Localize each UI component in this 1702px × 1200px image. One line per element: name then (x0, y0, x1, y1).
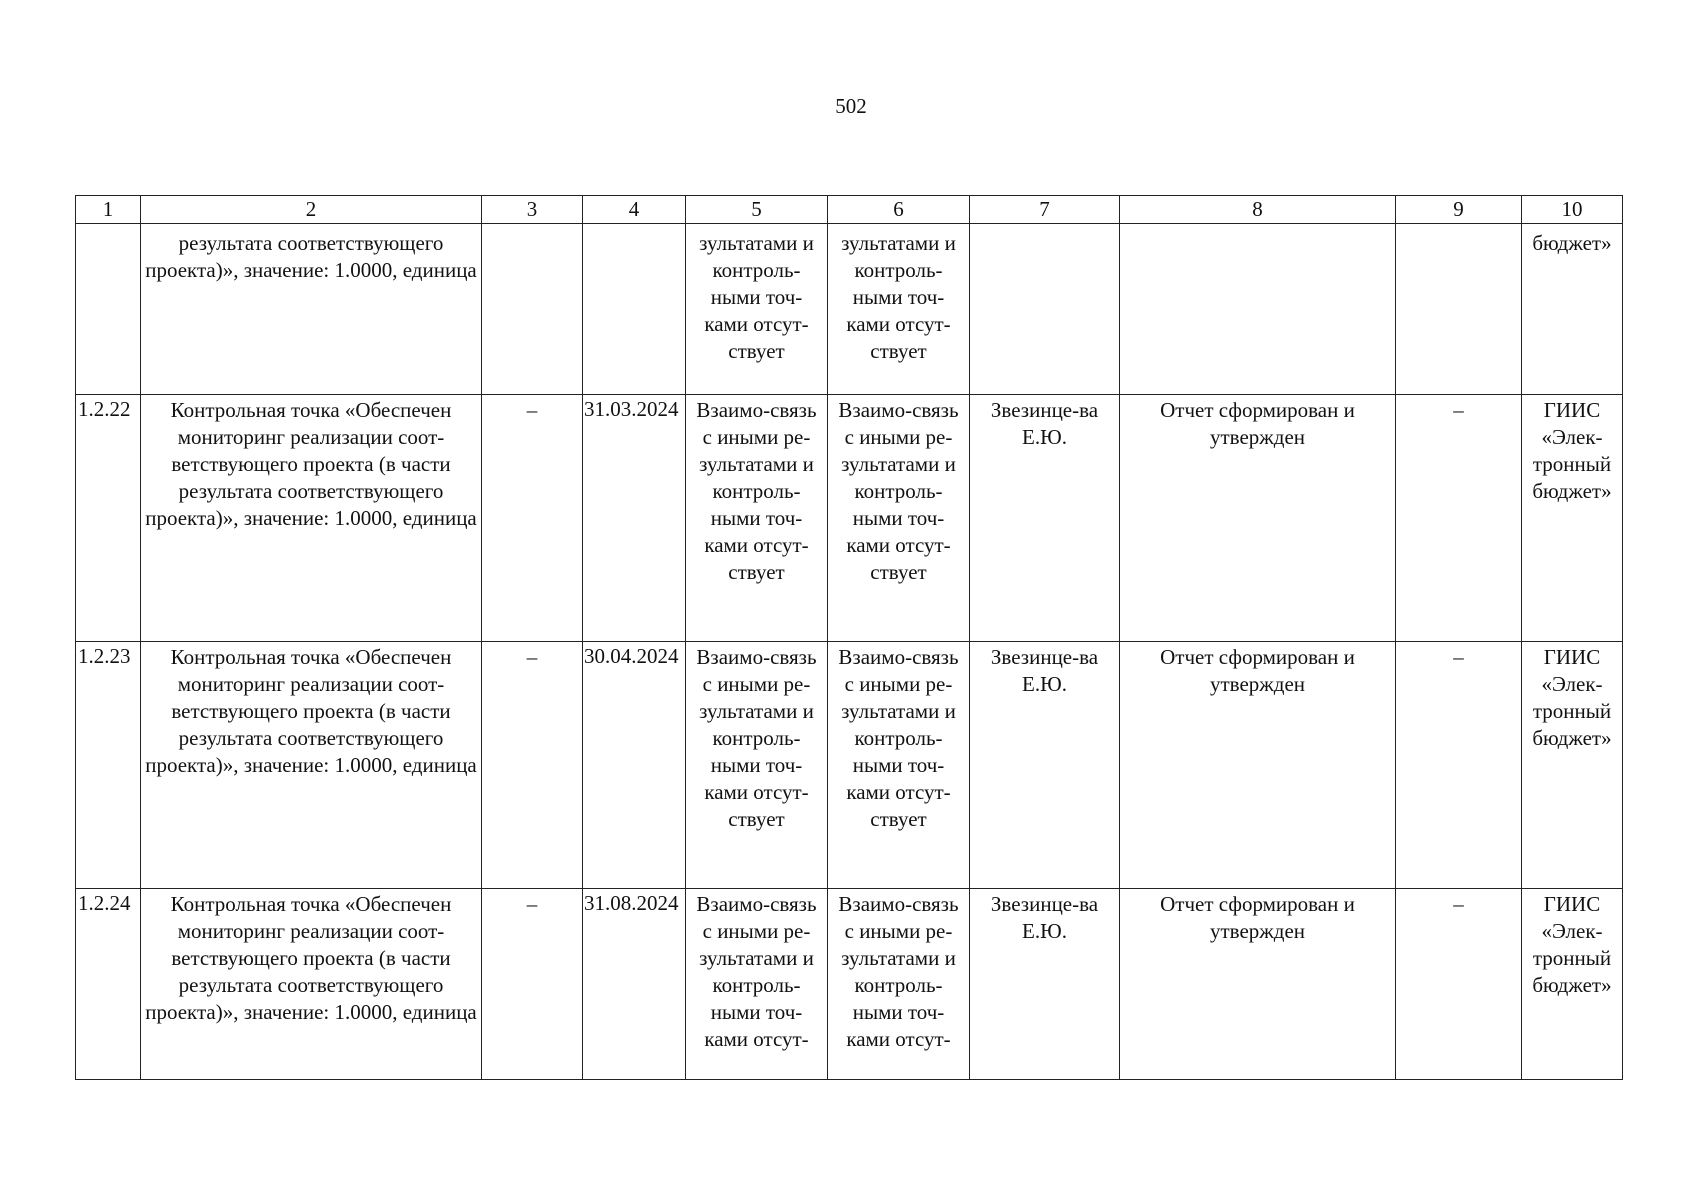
column-header-4: 4 (583, 196, 686, 224)
cell-col3: – (482, 889, 583, 1080)
cell-relation-6: зультатами и контроль-ными точ-ками отсут-ствует (828, 224, 970, 395)
cell-name: Контрольная точка «Обеспечен мониторинг реализации соот-ветствующего проекта (в части результата соответствующего проекта)», значение: 1.0000, единица (141, 395, 482, 642)
cell-responsible: Звезинце-ва Е.Ю. (970, 395, 1120, 642)
cell-col9: – (1396, 395, 1522, 642)
cell-date (583, 224, 686, 395)
cell-system: ГИИС «Элек-тронный бюджет» (1522, 642, 1623, 889)
plan-table (75, 195, 1623, 1080)
cell-responsible (970, 224, 1120, 395)
table-row-continuation (76, 224, 1623, 395)
column-header-3: 3 (482, 196, 583, 224)
table-row (76, 642, 1623, 889)
cell-col9: – (1396, 889, 1522, 1080)
cell-document: Отчет сформирован и утвержден (1120, 889, 1396, 1080)
cell-col9 (1396, 224, 1522, 395)
cell-col3: – (482, 642, 583, 889)
cell-number (76, 224, 141, 395)
cell-responsible: Звезинце-ва Е.Ю. (970, 889, 1120, 1080)
cell-name: Контрольная точка «Обеспечен мониторинг реализации соот-ветствующего проекта (в части результата соответствующего проекта)», значение: 1.0000, единица (141, 889, 482, 1080)
column-header-9: 9 (1396, 196, 1522, 224)
table-row (76, 889, 1623, 1080)
cell-document: Отчет сформирован и утвержден (1120, 642, 1396, 889)
cell-responsible: Звезинце-ва Е.Ю. (970, 642, 1120, 889)
column-header-6: 6 (828, 196, 970, 224)
column-header-7: 7 (970, 196, 1120, 224)
cell-relation-5: зультатами и контроль-ными точ-ками отсут-ствует (686, 224, 828, 395)
column-header-8: 8 (1120, 196, 1396, 224)
cell-relation-5: Взаимо-связь с иными ре-зультатами и контроль-ными точ-ками отсут- (686, 889, 828, 1080)
cell-relation-5: Взаимо-связь с иными ре-зультатами и контроль-ными точ-ками отсут-ствует (686, 642, 828, 889)
table-row (76, 395, 1623, 642)
cell-number: 1.2.22 (76, 395, 141, 642)
cell-system: ГИИС «Элек-тронный бюджет» (1522, 889, 1623, 1080)
cell-system: ГИИС «Элек-тронный бюджет» (1522, 395, 1623, 642)
cell-date: 31.08.2024 (583, 889, 686, 1080)
cell-col9: – (1396, 642, 1522, 889)
cell-relation-6: Взаимо-связь с иными ре-зультатами и контроль-ными точ-ками отсут-ствует (828, 395, 970, 642)
cell-relation-6: Взаимо-связь с иными ре-зультатами и контроль-ными точ-ками отсут- (828, 889, 970, 1080)
column-header-10: 10 (1522, 196, 1623, 224)
page-number: 502 (835, 94, 867, 118)
cell-col3: – (482, 395, 583, 642)
column-header-2: 2 (141, 196, 482, 224)
cell-document (1120, 224, 1396, 395)
cell-col3 (482, 224, 583, 395)
cell-date: 31.03.2024 (583, 395, 686, 642)
column-header-1: 1 (76, 196, 141, 224)
cell-number: 1.2.23 (76, 642, 141, 889)
cell-relation-5: Взаимо-связь с иными ре-зультатами и контроль-ными точ-ками отсут-ствует (686, 395, 828, 642)
cell-name: результата соответствующего проекта)», значение: 1.0000, единица (141, 224, 482, 395)
cell-system: бюджет» (1522, 224, 1623, 395)
header-row (76, 196, 1623, 224)
cell-relation-6: Взаимо-связь с иными ре-зультатами и контроль-ными точ-ками отсут-ствует (828, 642, 970, 889)
column-header-5: 5 (686, 196, 828, 224)
cell-document: Отчет сформирован и утвержден (1120, 395, 1396, 642)
cell-date: 30.04.2024 (583, 642, 686, 889)
cell-number: 1.2.24 (76, 889, 141, 1080)
cell-name: Контрольная точка «Обеспечен мониторинг реализации соот-ветствующего проекта (в части результата соответствующего проекта)», значение: 1.0000, единица (141, 642, 482, 889)
